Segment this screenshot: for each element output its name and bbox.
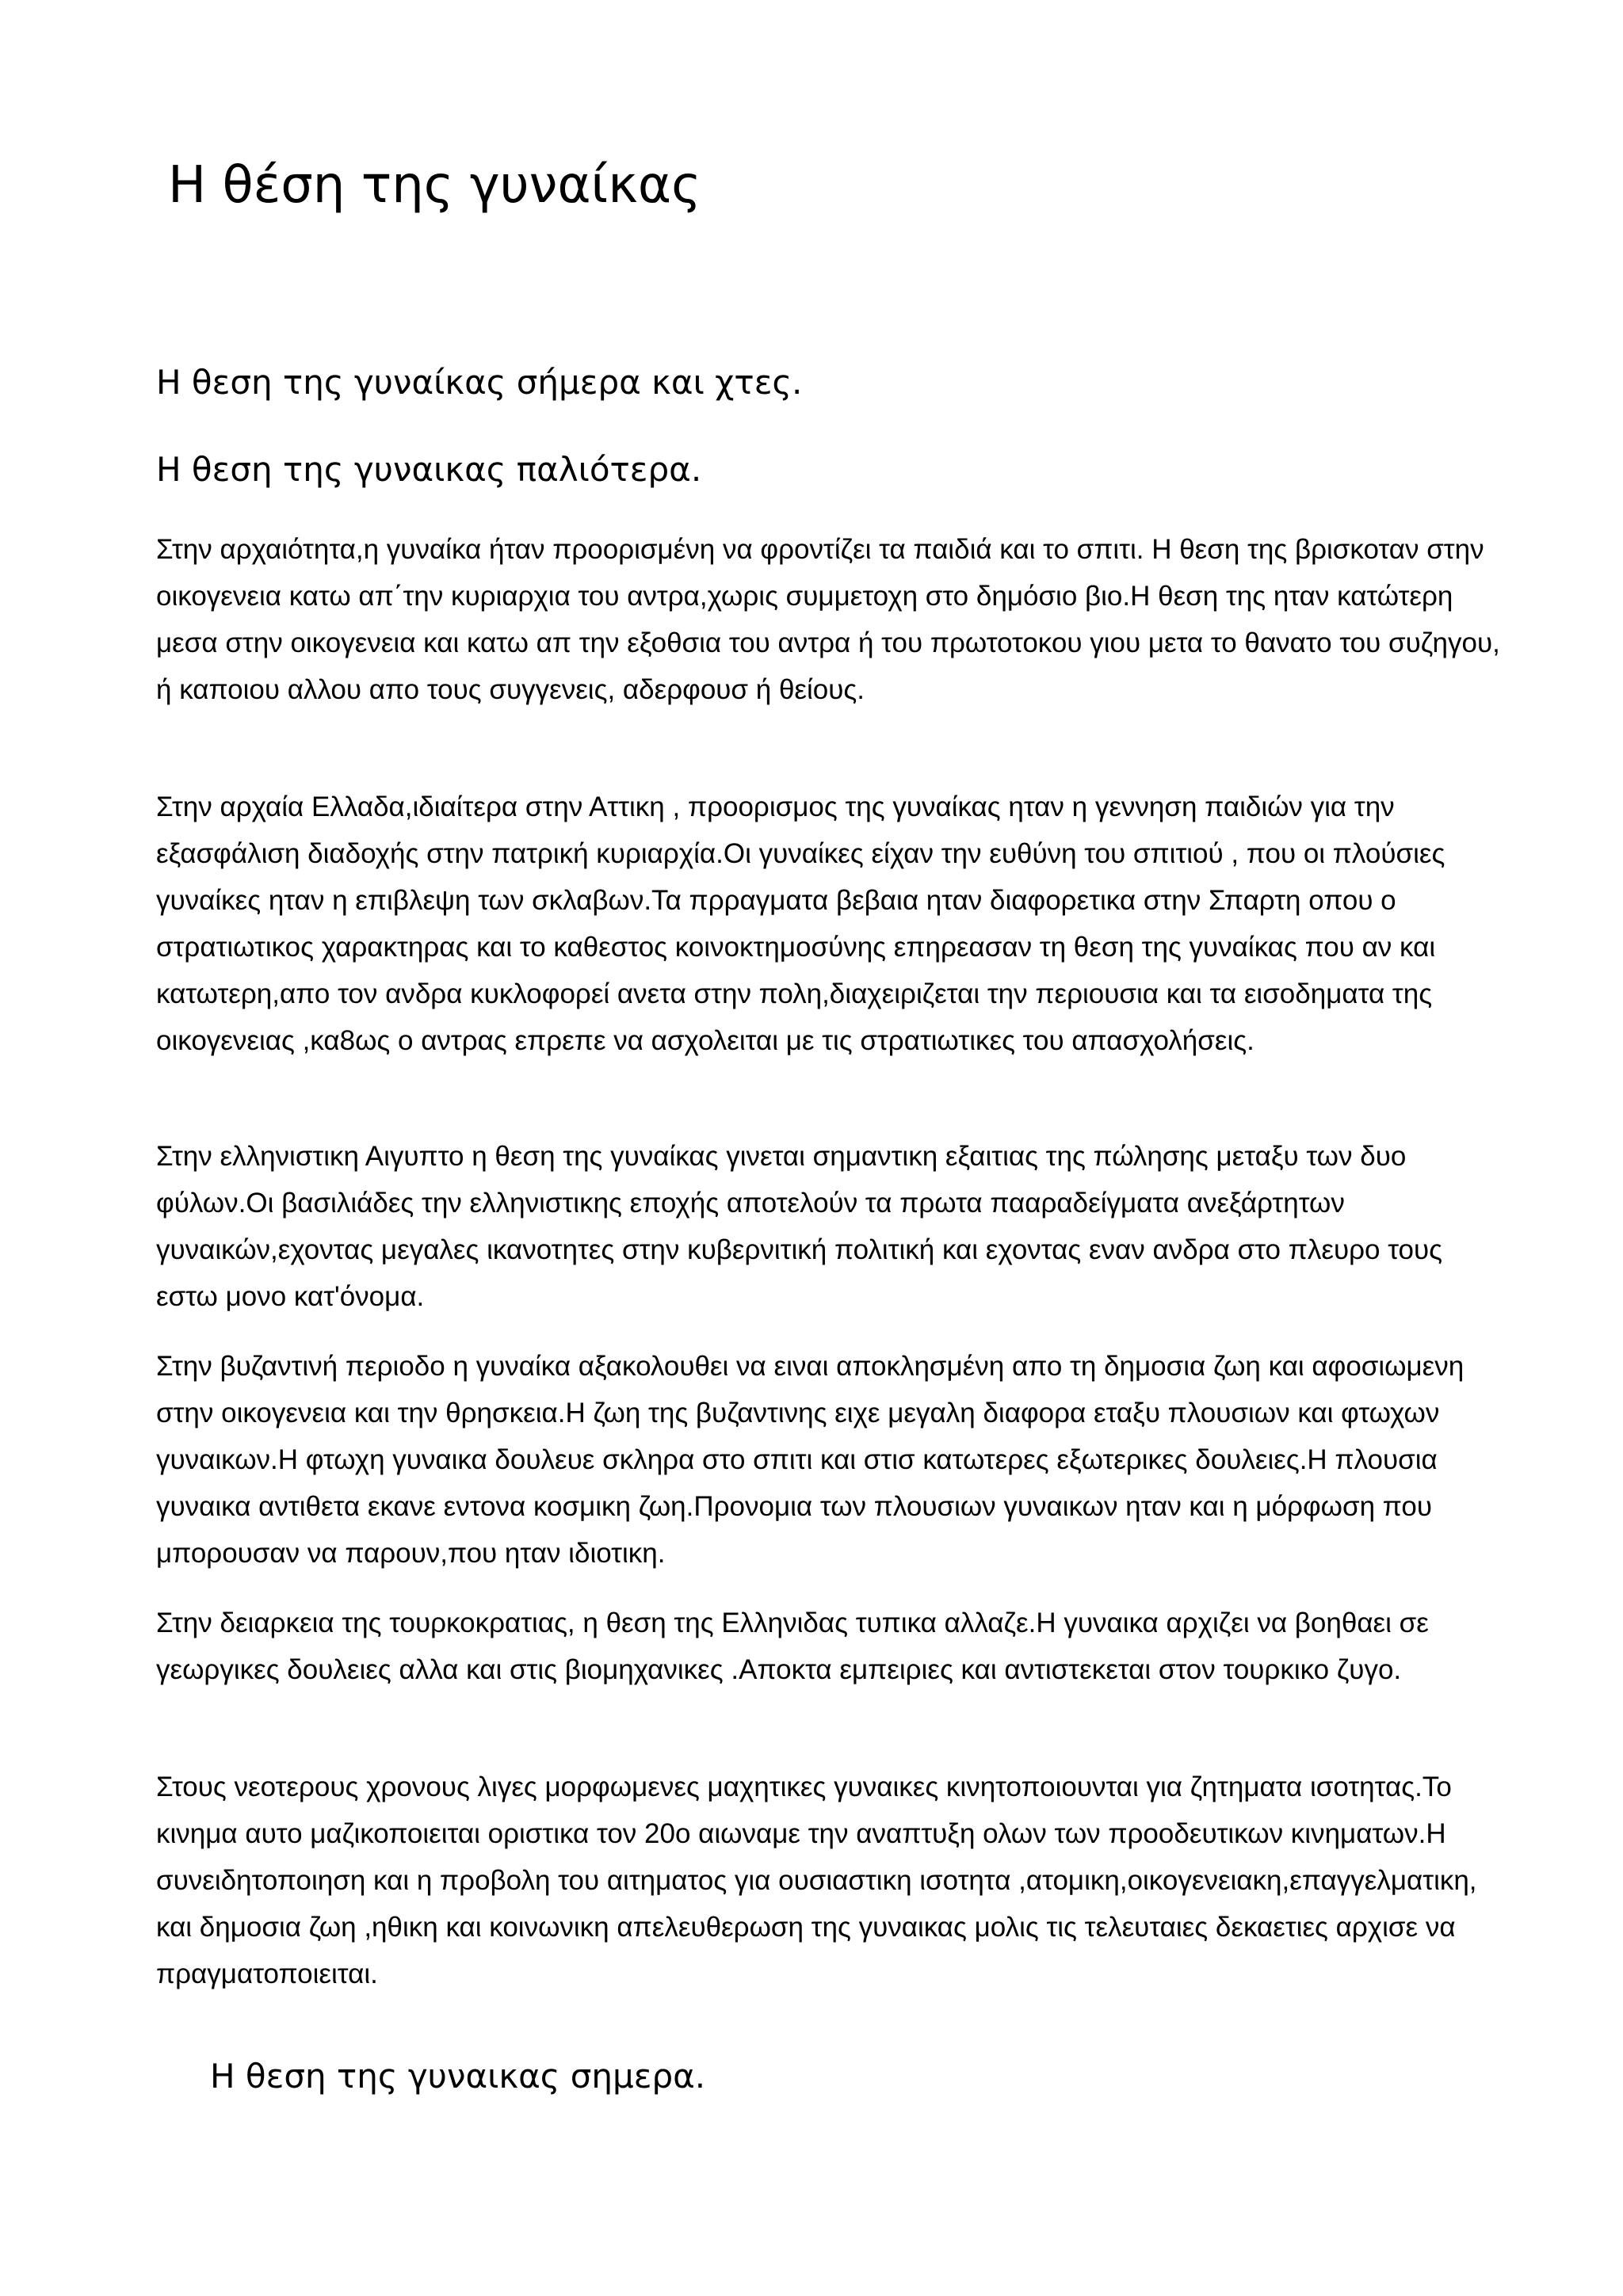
section-heading-today: Η θεση της γυναικας σημερα. xyxy=(210,2057,706,2096)
paragraph-antiquity: Στην αρχαιότητα,η γυναίκα ήταν προορισμένη να φροντίζει τα παιδιά και το σπιτι. Η θεση της βρισκοταν στην οικογενεια κατω απ΄την κυριαρχια του αντρα,χωρις συμμετοχη στο δημόσιο βιο.Η θεση της ηταν κατώτερη μεσα στην οικογενεια και κατω απ την εξοθσια του αντρα ή του πρωτοτοκου γιου μετα το θανατο του συζηγου, ή καποιου αλλου απο τους συγγενεις, αδερφουσ ή θείους. xyxy=(156,534,1500,705)
section-heading-today-and-yesterday: Η θεση της γυναίκας σήμερα και χτες. xyxy=(156,363,803,402)
paragraph-modern-times: Στους νεοτερους χρονους λιγες μορφωμενες μαχητικες γυναικες κινητοποιουνται για ζητηματα ισοτητας.Το κινημα αυτο μαζικοποιειται οριστικα τον 20ο αιωναμε την αναπτυξη ολων των προοδευτικων κινηματων.Η συνειδητοποιηση και η προβολη του αιτηματος για ουσιαστικη ισοτητα ,ατομικη,οικογενειακη,επαγγελματικη, και δημοσια ζωη ,ηθικη και κοινωνικη απελευθερωση της γυναικας μολις τις τελευταιες δεκαετιες αρχισε να πραγματοποιειται. xyxy=(156,1772,1477,1989)
paragraph-hellenistic-egypt: Στην ελληνιστικη Αιγυπτο η θεση της γυναίκας γινεται σημαντικη εξαιτιας της πώλησης μεταξυ των δυο φύλων.Οι βασιλιάδες την ελληνιστικης εποχής αποτελούν τα πρωτα πααραδείγματα ανεξάρτητων γυναικών,εχοντας μεγαλες ικανοτητες στην κυβερνιτική πολιτική και εχοντας εναν ανδρα στο πλευρο τους εστω μονο κατ'όνομα. xyxy=(156,1141,1443,1312)
paragraph-ottoman-rule: Στην δειαρκεια της τουρκοκρατιας, η θεση της Ελληνιδας τυπικα αλλαζε.Η γυναικα αρχιζει να βοηθαει σε γεωργικες δουλειες αλλα και στις βιομηχανικες .Αποκτα εμπειριες και αντιστεκεται στον τουρκικο ζυγο. xyxy=(156,1608,1429,1685)
paragraph-ancient-greece: Στην αρχαία Ελλαδα,ιδιαίτερα στην Αττικη , προορισμος της γυναίκας ηταν η γεννηση παιδιών για την εξασφάλιση διαδοχής στην πατρική κυριαρχία.Οι γυναίκες είχαν την ευθύνη του σπιτιού , που οι πλούσιες γυναίκες ηταν η επιβλεψη των σκλαβων.Τα πρραγματα βεβαια ηταν διαφορετικα στην Σπαρτη οπου ο στρατιωτικος χαρακτηρας και το καθεστος κοινοκτημοσύνης επηρεασαν τη θεση της γυναίκας που αν και κατωτερη,απο τον ανδρα κυκλοφορεί ανετα στην πολη,διαχειριζεται την περιουσια και τα εισοδηματα της οικογενειας ,κα8ως ο αντρας επρεπε να ασχολειται με τις στρατιωτικες του απασχολήσεις. xyxy=(156,791,1445,1056)
document-title: Η θέση της γυναίκας xyxy=(168,156,701,215)
section-heading-past: Η θεση της γυναικας παλιότερα. xyxy=(156,450,702,489)
paragraph-byzantine-period: Στην βυζαντινή περιοδο η γυναίκα αξακολουθει να ειναι αποκλησμένη απο τη δημοσια ζωη και αφοσιωμενη στην οικογενεια και την θρησκεια.Η ζωη της βυζαντινης ειχε μεγαλη διαφορα εταξυ πλουσιων και φτωχων γυναικων.Η φτωχη γυναικα δουλευε σκληρα στο σπιτι και στισ κατωτερες εξωτερικες δουλειες.Η πλουσια γυναικα αντιθετα εκανε εντονα κοσμικη ζωη.Προνομια των πλουσιων γυναικων ηταν και η μόρφωση που μπορουσαν να παρουν,που ηταν ιδιοτικη. xyxy=(156,1351,1465,1569)
